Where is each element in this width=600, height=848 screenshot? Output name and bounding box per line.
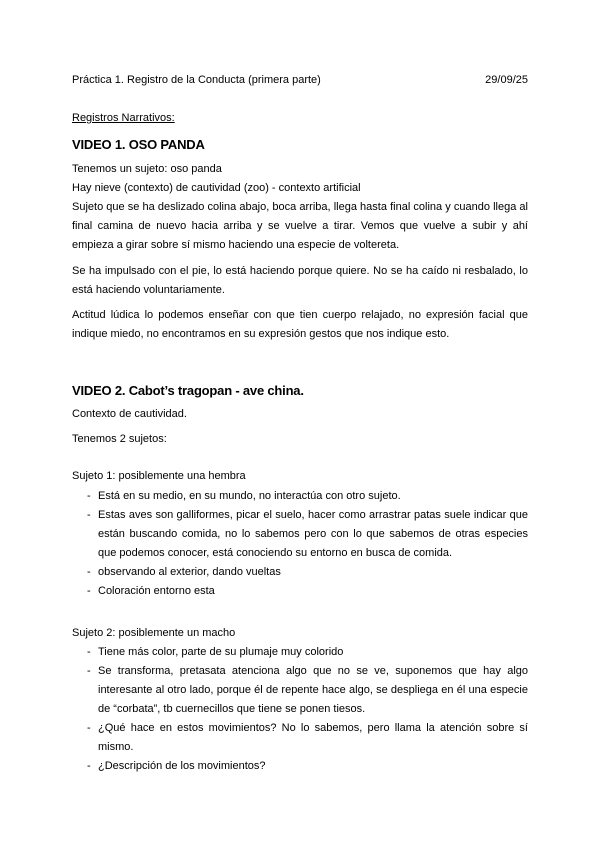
dash-marker: - bbox=[87, 490, 91, 502]
video1-paragraph: Sujeto que se ha deslizado colina abajo, boca arriba, llega hasta final colina y cuando llega al final camina de nuevo hacia arriba y se vuelve a tirar. Vemos que vuelve a subir y ahí empieza a girar sobre sí mismo haciendo una especie de voltereta. bbox=[72, 201, 528, 251]
document-title: Práctica 1. Registro de la Conducta (primera parte) bbox=[72, 74, 321, 86]
video1-heading: VIDEO 1. OSO PANDA bbox=[72, 137, 205, 152]
list-item: - ¿Qué hace en estos movimientos? No lo sabemos, pero llama la atención sobre sí mismo. bbox=[72, 719, 528, 757]
dash-marker: - bbox=[87, 509, 91, 521]
dash-marker: - bbox=[87, 646, 91, 658]
dash-marker: - bbox=[87, 760, 91, 772]
subject2-list bbox=[72, 643, 528, 776]
video2-heading: VIDEO 2. Cabot’s tragopan - ave china. bbox=[72, 383, 304, 398]
list-item: - Está en su medio, en su mundo, no interactúa con otro sujeto. bbox=[72, 487, 528, 506]
list-item: - Se transforma, pretasata atenciona algo que no se ve, suponemos que hay algo interesante al otro lado, porque él de repente hace algo, se despliega en él una especie de “corbata”, tb cuernecillos que tiene se ponen tiesos. bbox=[72, 662, 528, 719]
page-header bbox=[72, 74, 528, 86]
video2-subjects-count: Tenemos 2 sujetos: bbox=[72, 433, 167, 445]
list-item: - ¿Descripción de los movimientos? bbox=[72, 757, 528, 776]
dash-marker: - bbox=[87, 722, 91, 734]
document-date: 29/09/25 bbox=[485, 74, 528, 86]
video1-paragraph: Se ha impulsado con el pie, lo está haciendo porque quiere. No se ha caído ni resbalado, lo está haciendo voluntariamente. bbox=[72, 265, 528, 296]
dash-marker: - bbox=[87, 566, 91, 578]
video2-context: Contexto de cautividad. bbox=[72, 408, 187, 420]
list-item: - Tiene más color, parte de su plumaje muy colorido bbox=[72, 643, 528, 662]
list-item: - observando al exterior, dando vueltas bbox=[72, 563, 528, 582]
subject2-label: Sujeto 2: posiblemente un macho bbox=[72, 627, 236, 639]
section-subtitle: Registros Narrativos: bbox=[72, 112, 175, 124]
subject1-list bbox=[72, 487, 528, 601]
list-item: - Estas aves son galliformes, picar el suelo, hacer como arrastrar patas suele indicar que están buscando comida, no lo sabemos pero con lo que sabemos de otras especies que podemos conocer, está conociendo su entorno en busca de comida. bbox=[72, 506, 528, 563]
video1-paragraph: Actitud lúdica lo podemos enseñar con que tien cuerpo relajado, no expresión facial que indique miedo, no encontramos en su expresión gestos que nos indique esto. bbox=[72, 309, 528, 340]
dash-marker: - bbox=[87, 585, 91, 597]
list-item: - Coloración entorno esta bbox=[72, 582, 528, 601]
video1-line: Tenemos un sujeto: oso panda bbox=[72, 163, 222, 175]
dash-marker: - bbox=[87, 665, 91, 677]
subject1-label: Sujeto 1: posiblemente una hembra bbox=[72, 470, 246, 482]
video1-line: Hay nieve (contexto) de cautividad (zoo) - contexto artificial bbox=[72, 182, 361, 194]
